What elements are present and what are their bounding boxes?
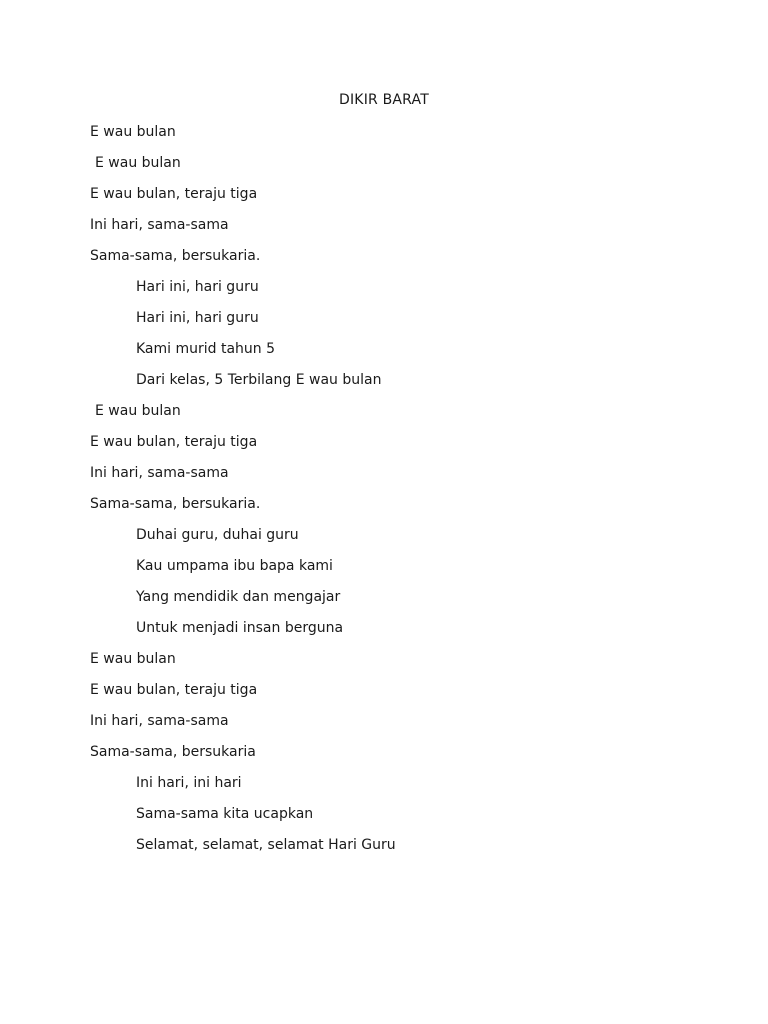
lyric-line: Hari ini, hari guru [136, 279, 259, 295]
document-title: DIKIR BARAT [339, 92, 429, 108]
lyric-line: E wau bulan [90, 651, 176, 667]
lyric-line: Sama-sama, bersukaria [90, 744, 256, 760]
lyric-line: E wau bulan, teraju tiga [90, 186, 258, 202]
lyric-line: Dari kelas, 5 Terbilang E wau bulan [136, 372, 382, 388]
lyric-line: Selamat, selamat, selamat Hari Guru [136, 837, 396, 853]
lyric-line: E wau bulan [95, 155, 181, 171]
lyric-line: Ini hari, sama-sama [90, 465, 229, 481]
lyric-line: Hari ini, hari guru [136, 310, 259, 326]
lyric-line: E wau bulan, teraju tiga [90, 434, 258, 450]
lyric-line: Ini hari, sama-sama [90, 713, 229, 729]
lyric-line: Untuk menjadi insan berguna [136, 620, 344, 636]
lyric-line: Yang mendidik dan mengajar [136, 589, 341, 605]
lyric-line: Kami murid tahun 5 [136, 341, 276, 357]
lyrics-list [90, 122, 730, 866]
lyric-line: Sama-sama, bersukaria. [90, 496, 261, 512]
lyric-line: E wau bulan [95, 403, 181, 419]
lyric-line: Sama-sama, bersukaria. [90, 248, 261, 264]
lyric-line: Sama-sama kita ucapkan [136, 806, 314, 822]
lyric-line: Ini hari, ini hari [136, 775, 242, 791]
lyric-line: E wau bulan [90, 124, 176, 140]
lyric-line: Kau umpama ibu bapa kami [136, 558, 333, 574]
lyric-line: E wau bulan, teraju tiga [90, 682, 258, 698]
lyric-line: Duhai guru, duhai guru [136, 527, 299, 543]
lyric-line: Ini hari, sama-sama [90, 217, 229, 233]
